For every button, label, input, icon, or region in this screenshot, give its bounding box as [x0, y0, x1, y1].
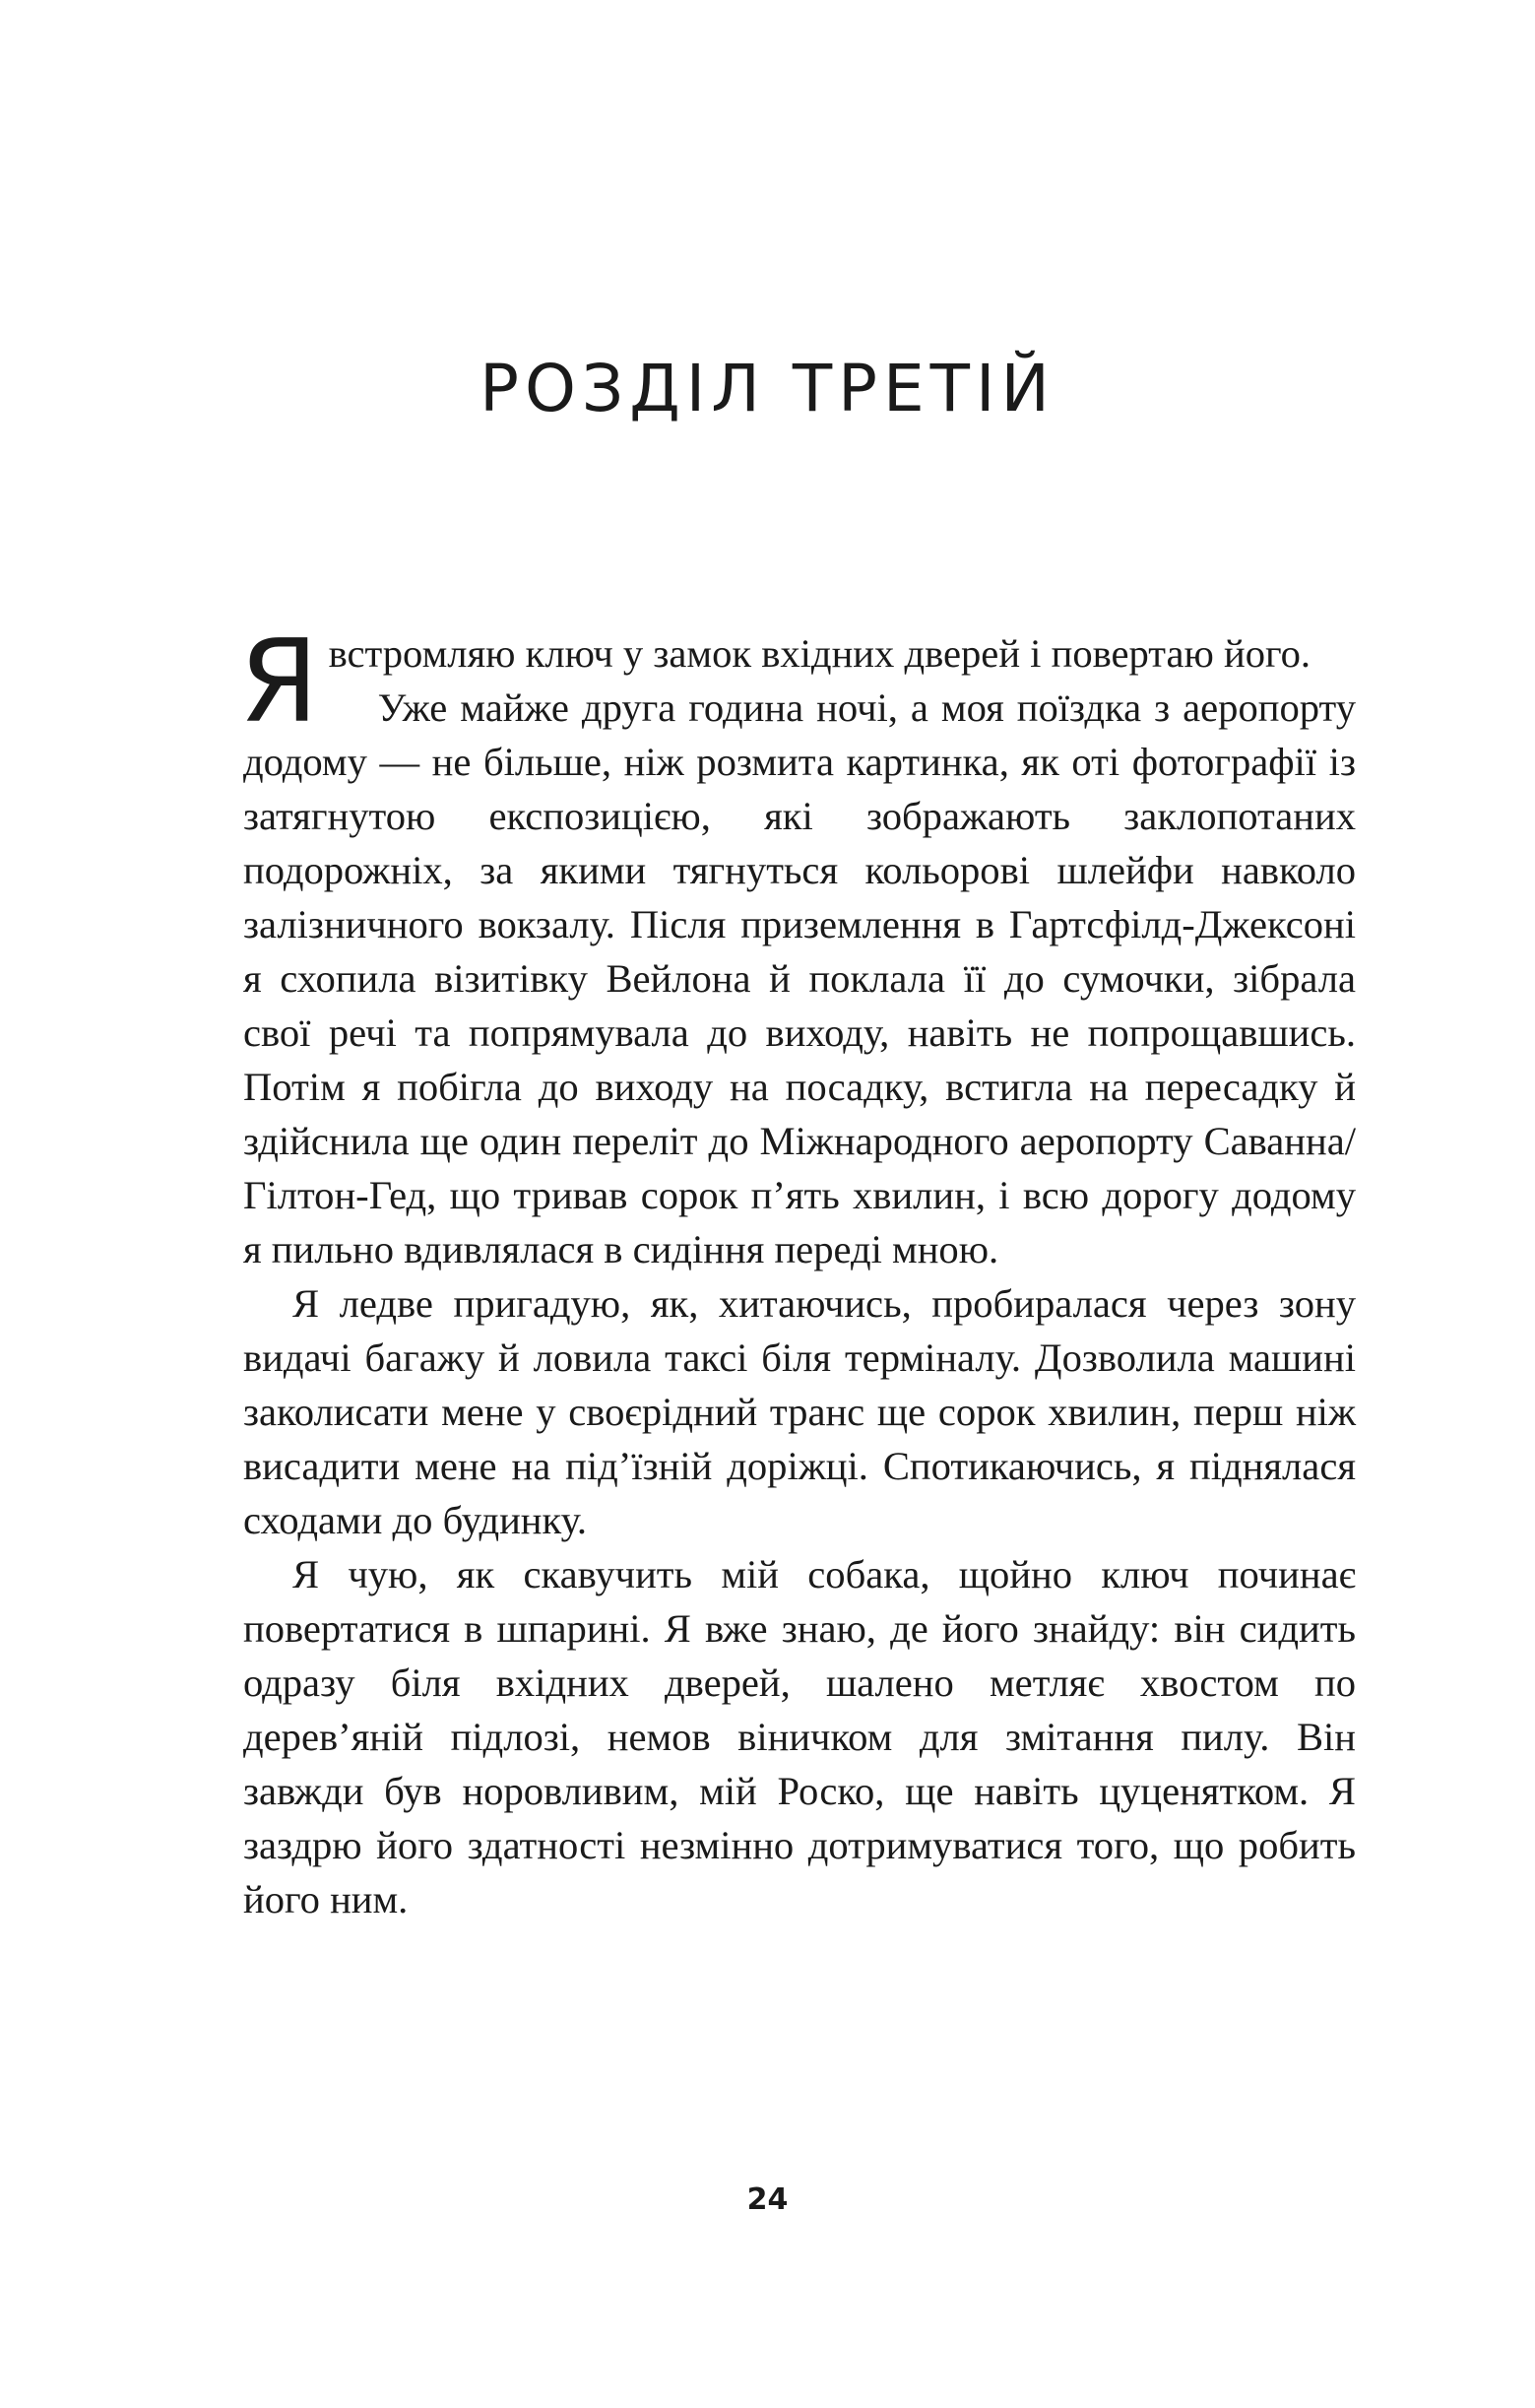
paragraph-2: Уже майже друга година ночі, а моя поїздка з аеропорту додому — не більше, ніж розмита картинка, як оті фотографії із затягнутою експозицією, які зображають заклопотаних подорожніх, за якими тягнуться кольорові шлейфи навколо залізничного вокзалу. Після приземлення в Гартсфілд-Джексоні я схопила візитівку Вейлона й поклала її до сумочки, зібрала свої речі та попрямувала до виходу, навіть не попрощавшись. Потім я побігла до виходу на посадку, встигла на пересадку й здійснила ще один переліт до Міжнародного аеропорту Саванна/Гілтон-Гед, що тривав сорок п’ять хвилин, і всю дорогу додому я пильно вдивлялася в сидіння переді мною.	[243, 685, 1356, 1271]
chapter-title: РОЗДІЛ ТРЕТІЙ	[480, 351, 1055, 427]
chapter-body	[239, 616, 1356, 1926]
page-number: 24	[746, 2182, 789, 2217]
drop-cap: Я	[239, 616, 319, 748]
paragraph-3: Я ледве пригадую, як, хитаючись, пробиралася через зону видачі багажу й ловила таксі біля терміналу. Дозволила машині заколисати мене у своєрідний транс ще сорок хвилин, перш ніж висадити мене на під’їзній доріжці. Спотикаючись, я піднялася сходами до будинку.	[243, 1281, 1356, 1542]
paragraph-4: Я чую, як скавучить мій собака, щойно ключ починає повертатися в шпарині. Я вже знаю, де його знайду: він сидить одразу біля вхідних дверей, шалено метляє хвостом по дерев’яній підлозі, немов віничком для змітання пилу. Він завжди був норовливим, мій Роско, ще навіть цуценятком. Я заздрю його здатності незмінно дотримуватися того, що робить його ним.	[243, 1552, 1356, 1921]
paragraph-1	[239, 616, 1356, 748]
paragraph-1-text: встромляю ключ у замок вхідних дверей і повертаю його.	[328, 631, 1311, 676]
